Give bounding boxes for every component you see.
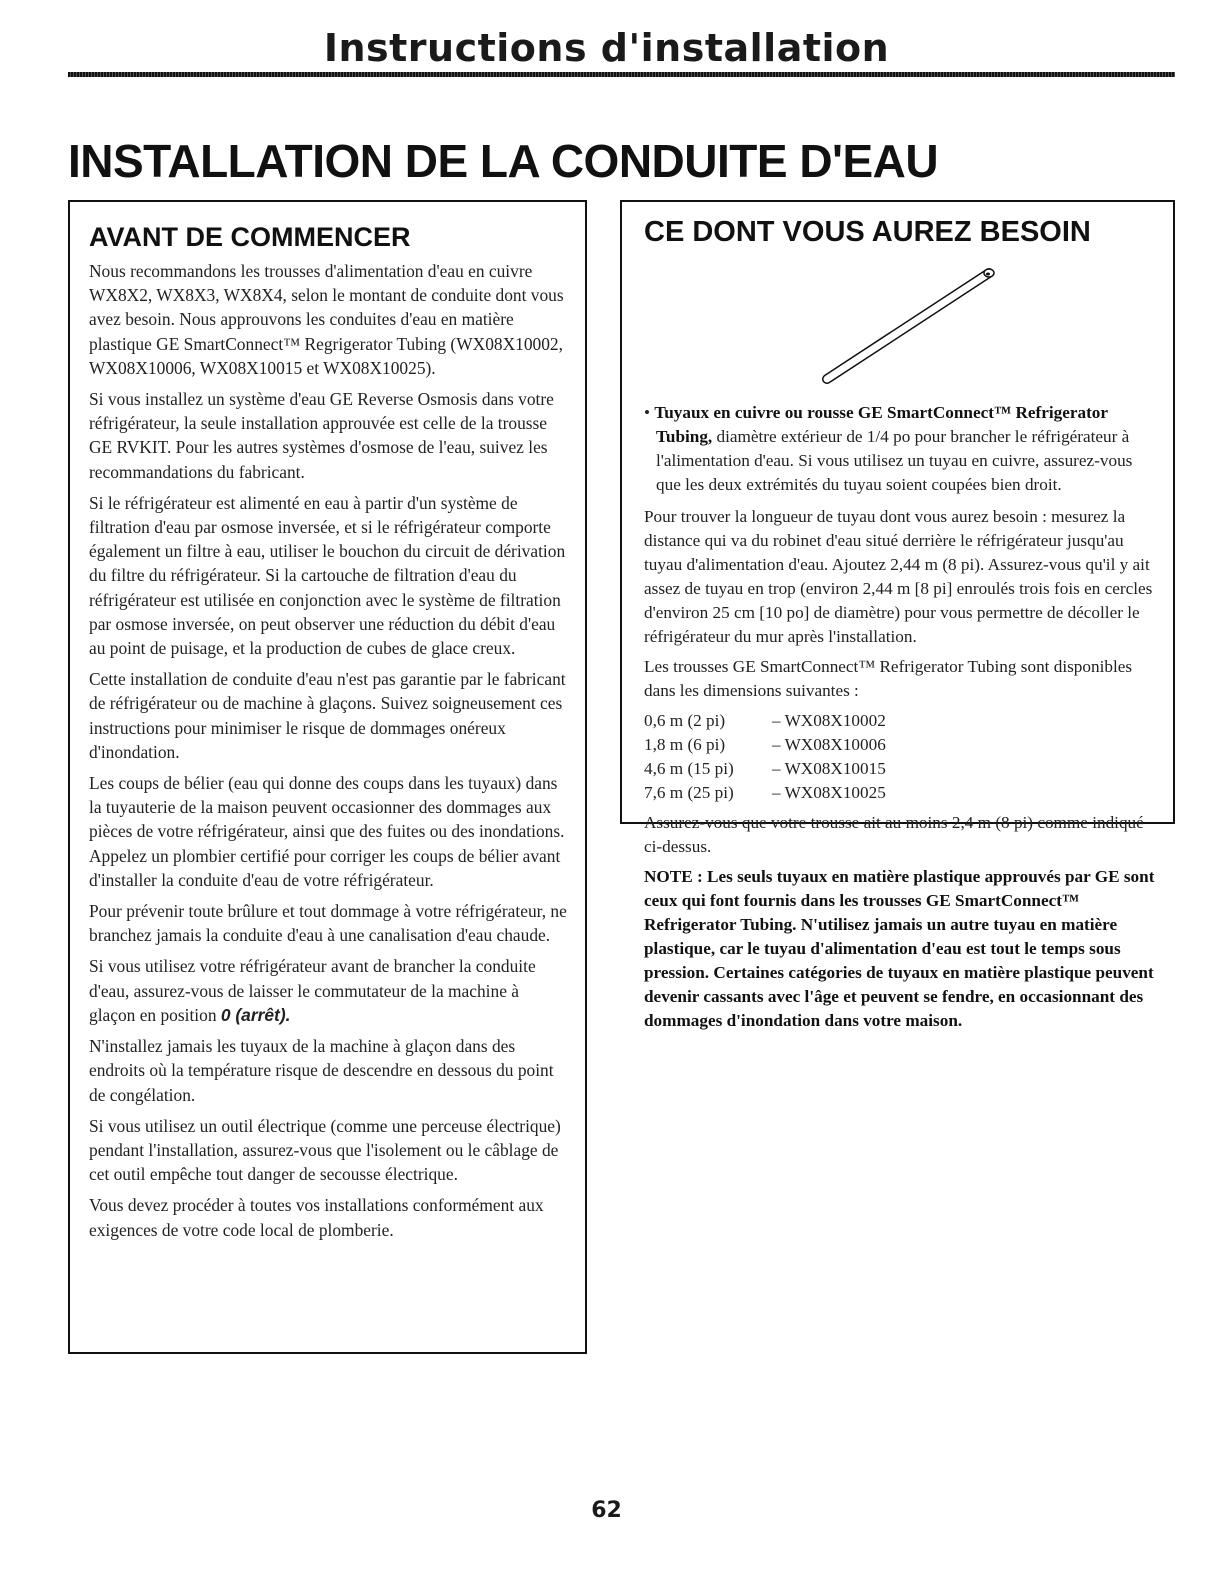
size-part-number: – WX08X10025 [772,783,886,802]
paragraph: Pour prévenir toute brûlure et tout dommage à votre réfrigérateur, ne branchez jamais la conduite d'eau à une canalisation d'eau chaude. [89,901,567,946]
paragraph: Cette installation de conduite d'eau n'est pas garantie par le fabricant de réfrigérateur ou de machine à glaçons. Suivez soigneusement ces instructions pour minimiser le risque de dommages onéreux d'inondation. [89,669,566,762]
paragraph: N'installez jamais les tuyaux de la machine à glaçon dans des endroits où la température risque de descendre en dessous du point de congélation. [89,1036,554,1105]
paragraph: Assurez-vous que votre trousse ait au moins 2,4 m (8 pi) comme indiqué ci-dessus. [644,813,1144,856]
page-header-title: Instructions d'installation [323,26,890,70]
paragraph: Vous devez procéder à toutes vos installations conformément aux exigences de votre code local de plomberie. [89,1195,544,1240]
tube-svg [819,261,1019,391]
kit-length-text [644,811,1157,859]
section-title: INSTALLATION DE LA CONDUITE D'EAU [68,135,939,187]
size-item [644,733,1157,757]
tube-illustration-icon [819,261,1019,391]
paragraph: Si vous utilisez un outil électrique (comme une perceuse électrique) pendant l'installation, assurez-vous que l'isolement ou le câblage de cet outil empêche tout danger de secousse électrique. [89,1115,561,1185]
tubing-bullet-text: diamètre extérieur de 1/4 po pour brancher le réfrigérateur à l'alimentation d'eau. Si vous utilisez un tuyau en cuivre, assurez-vous que les deux extrémités du tuyau soient coupées bien droit. [656,427,1133,494]
size-dimension: 4,6 m (15 pi) [644,759,734,778]
off-position-label: 0 (arrêt). [220,1004,291,1025]
ice-maker-paragraph [89,954,567,1027]
paragraph: Les trousses GE SmartConnect™ Refrigerator Tubing sont disponibles dans les dimensions suivantes : [644,657,1133,700]
size-dimension: 7,6 m (25 pi) [644,783,734,802]
paragraph: Si le réfrigérateur est alimenté en eau à partir d'un système de filtration d'eau par osmose inversée, et si le réfrigérateur comporte également un filtre à eau, utiliser le bouchon du circuit de dérivation du filtre du réfrigérateur. Si la cartouche de filtration d'eau du réfrigérateur est utilisée en conjonction avec le système de filtration par osmose inversée, on peut observer une réduction du débit d'eau au point de puisage, et la production de cubes de glace creux. [89,492,566,659]
tubing-bullet-bold: Tuyaux en cuivre ou rousse GE SmartConnect™ Refrigerator Tubing, [654,403,1108,446]
before-you-begin-heading: AVANT DE COMMENCER [89,222,411,252]
size-item [644,757,1157,781]
before-you-begin-box [68,200,587,1354]
size-item [644,709,1157,733]
size-part-number: – WX08X10002 [772,711,886,730]
size-dimension: 0,6 m (2 pi) [644,711,726,730]
size-part-number: – WX08X10006 [772,735,886,754]
size-item [644,781,1157,805]
size-part-number: – WX08X10015 [772,759,886,778]
what-you-need-heading: CE DONT VOUS AUREZ BESOIN [644,216,1091,248]
before-you-begin-text [89,259,567,1242]
tubing-bullet-list [644,401,1157,497]
plastic-tubing-note: NOTE : Les seuls tuyaux en matière plastique approuvés par GE sont ceux qui font fournis dans les trousses GE SmartConnect™ Refrigerator Tubing. N'utilisez jamais un autre tuyau en matière plastique, car le tuyau d'alimentation d'eau est tout le temps sous pression. Certaines catégories de tuyaux en matière plastique peuvent devenir cassants avec l'âge et peuvent se fendre, en occasionnant des dommages d'inondation dans votre maison. [644,867,1155,1030]
size-dimension: 1,8 m (6 pi) [644,735,726,754]
paragraph: Nous recommandons les trousses d'alimentation d'eau en cuivre WX8X2, WX8X3, WX8X4, selon le montant de conduite dont vous avez besoin. Nous approuvons les conduites d'eau en matière plastique GE SmartConnect™ Regrigerator Tubing (WX08X10002, WX08X10006, WX08X10015 et WX08X10025). [89,261,564,378]
paragraph: Pour trouver la longueur de tuyau dont vous aurez besoin : mesurez la distance qui va du robinet d'eau situé derrière le réfrigérateur jusqu'au tuyau d'alimentation d'eau. Ajoutez 2,44 m (8 pi). Assurez-vous qu'il y ait assez de tuyau en trop (environ 2,44 m [8 pi] enroulés trois fois en cercles d'environ 25 cm [10 po] de diamètre) pour vous permettre de décoller le réfrigérateur du mur après l'installation. [644,507,1153,646]
ice-maker-paragraph-text: Si vous utilisez votre réfrigérateur avant de brancher la conduite d'eau, assurez-vous de laisser le commutateur de la machine à glaçon en position [89,956,536,1025]
page-number: 62 [591,1498,622,1523]
paragraph: Les coups de bélier (eau qui donne des coups dans les tuyaux) dans la tuyauterie de la maison peuvent occasionner des dommages aux pièces de votre réfrigérateur, ainsi que des fuites ou des inondations. Appelez un plombier certifié pour corriger les coups de bélier avant d'installer la conduite d'eau de votre réfrigérateur. [89,773,565,890]
header-rule [68,72,1175,77]
paragraph: Si vous installez un système d'eau GE Reverse Osmosis dans votre réfrigérateur, la seule installation approuvée est celle de la trousse GE RVKIT. Pour les autres systèmes d'osmose de l'eau, suivez les recommandations du fabricant. [89,389,554,482]
tubing-bullet-item: • Tuyaux en cuivre ou rousse GE SmartConnect™ Refrigerator Tubing, diamètre extérieur de 1/4 po pour brancher le réfrigérateur à l'alimentation d'eau. Si vous utilisez un tuyau en cuivre, assurez-vous que les deux extrémités du tuyau soient coupées bien droit. [644,403,1133,494]
what-you-need-text [644,505,1157,703]
tubing-size-list [644,709,1157,805]
what-you-need-box [620,200,1175,1030]
